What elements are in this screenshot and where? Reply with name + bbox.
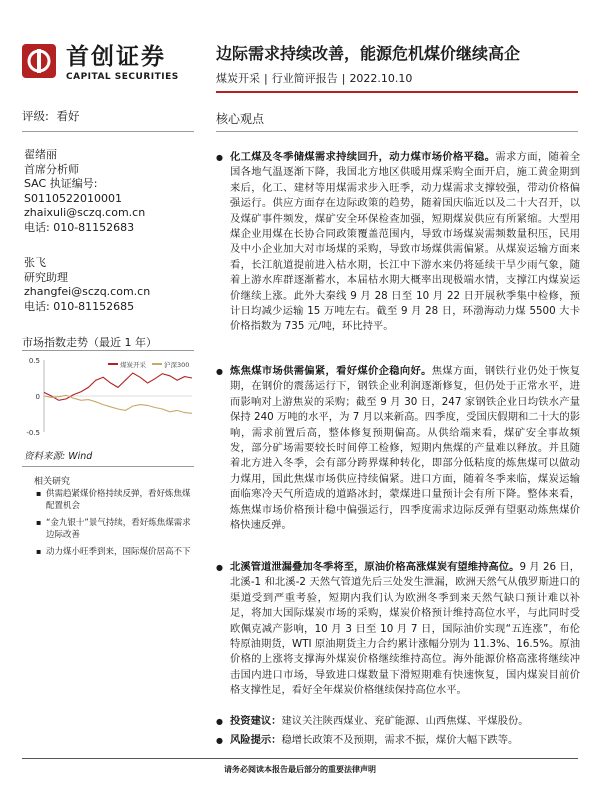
chart-divider: [22, 350, 194, 351]
analyst-phone: 电话: 010-81152685: [24, 299, 135, 313]
market-index-chart: [20, 352, 196, 444]
series-line: [44, 395, 192, 413]
rating-label: 评级:: [22, 109, 49, 123]
company-logo: [22, 44, 202, 84]
core-point-lead: 化工煤及冬季储煤需求持续回升，动力煤市场价格平稳。: [230, 151, 496, 163]
analyst-title: 研究助理: [24, 270, 68, 284]
core-point: [214, 560, 580, 712]
analyst-title: 首席分析师: [24, 162, 79, 176]
analyst-name: 翟绪丽: [24, 148, 57, 161]
y-tick-label: 0.5: [28, 357, 40, 365]
core-point-lead: 投资建议：: [230, 715, 282, 727]
core-point-body: 建议关注陕西煤业、兖矿能源、山西焦煤、平煤股份。: [281, 715, 529, 727]
related-research-item[interactable]: ▪ 供需趋紧煤价格持续反弹，看好炼焦煤配置机会: [36, 488, 196, 512]
core-point-lead: 风险提示：: [230, 734, 282, 746]
investment-advice: [214, 714, 580, 731]
related-research-list: [36, 488, 196, 563]
analyst-phone: 电话: 010-81152683: [24, 220, 135, 234]
related-research-item[interactable]: ▪ 动力煤小旺季到来，国际煤价居高不下: [36, 546, 196, 558]
core-point: [214, 364, 580, 546]
analyst-card: [24, 256, 150, 314]
analyst-email[interactable]: zhangfei@sczq.com.cn: [24, 285, 151, 299]
chart-title: 市场指数走势（最近 1 年）: [22, 336, 157, 349]
report-date: 2022.10.10: [349, 72, 413, 85]
footer-disclaimer: 请务必阅读本报告最后部分的重要法律声明: [224, 765, 376, 774]
rating-value: 看好: [56, 109, 80, 123]
core-views-heading: 核心观点: [216, 112, 265, 126]
core-point-body: 需求方面，随着全国各地气温逐渐下降，我国北方地区供暖用煤采购全面开启，施工黄金期到来后，化工、建材等用煤需求步入旺季，动力煤需求支撑较强，带动价格偏强运行。供应方面存在边际政策的趋势，随着国庆临近以及二十大召开，以及煤矿事件频发，煤矿安全环保检查加强，短期煤炭供应有所紧缩。大型用煤企业用煤在长协合同政策覆盖范围内，导致市场煤炭需频数量积压，民用及中小企业加大对市场煤的采购，导致市场煤供需偏紧。从煤炭运输方面来看，长江航道提前进入枯水期，长江中下游水来仍将延续干旱少雨气象，随着上游水库群逐渐蓄水，本届枯水期大概率出现极端水情，支撑江内煤炭运价继续上涨。此外大秦线 9 月 28 日至 10 月 22 日开展秋季集中检修，预计日均减少运输 15 万吨左右。截至 9 月 28 日，环渤海动力煤 5500 大卡价格指数为 735 元/吨，环比持平。: [230, 151, 581, 333]
core-point-lead: 炼焦煤市场供需偏紧，看好煤价企稳向好。: [230, 365, 432, 377]
y-tick-label: 0: [35, 393, 40, 401]
core-point-body: 稳增长政策不及预期，需求不振，煤价大幅下跌等。: [281, 734, 519, 746]
risk-warning: [214, 733, 580, 750]
core-point: [214, 150, 580, 362]
footer-divider: [22, 758, 578, 759]
y-tick-label: -0.5: [26, 429, 40, 437]
logo-mark-icon: [22, 44, 56, 78]
core-point-body: 焦煤方面，钢铁行业仍处于恢复期，在钢价的震荡运行下，钢铁企业利润逐渐修复，但仍处于正常水平，进而影响对上游焦炭的采购；截至 9 月 30 日，247 家钢铁企业日均铁水产量保持 240 万吨的水平，为 7 月以来新高。四季度，受国庆假期和二十大的影响，需求前置后高，整体修复预期偏高。从供给端来看，煤矿安全事故频发，部分矿场需要较长时间停工检修，短期内焦煤的产量难以释放。并且随着北方进入冬季，会有部分跨界煤种转化，即部分低粘度的炼焦煤可以做动力煤用，国此焦煤市场供应持续偏紧。进口方面，随着冬季来临，煤炭运输面临寒冷天气所造成的道路冰封，蒙煤进口量预计会有所下降。整体来看，炼焦煤市场价格预计稳中偏强运行，四季度需求边际反弹有望驱动炼焦煤价格快速反弹。: [230, 365, 581, 532]
core-point-body: 9 月 26 日，北溪-1 和北溪-2 天然气管道先后三处发生泄漏，欧洲天然气从俄罗斯进口的渠道受到严重考验，短期内我们认为欧洲冬季到来天然气缺口预计难以补足，将加大国际煤炭市场的采购，煤炭价格预计维持高位水平，与此同时受欧佩克减产影响，10 月 3 日至 10 月 7 日，国际油价实现“五连涨”，布伦特原油期货，WTI 原油期货主力合约累计涨幅分别为 11.3%、16.5%。原油价格的上涨将支撑海外煤炭价格继续维持高位。海外能源价格高涨将继续冲击国内进口市场，导致进口煤数量下滑短期难有快速恢复，国内煤炭目前价格支撑性足，看好全年煤炭价格继续保持高位水平。: [230, 561, 580, 697]
chart-source: 资料来源: Wind: [24, 451, 93, 462]
report-subtitle: 煤炭开采 | 行业简评报告 | 2022.10.10: [216, 72, 413, 85]
legend-label: 煤炭开采: [120, 361, 146, 369]
core-point-lead: 北溪管道泄漏叠加冬季将至，原油价格高涨煤炭有望维持高位。: [230, 561, 520, 573]
analyst-cert-number: S0110522010001: [24, 191, 122, 205]
related-research-title: 相关研究: [34, 477, 71, 487]
logo-text-en: CAPITAL SECURITIES: [66, 72, 179, 82]
chart-divider: [22, 466, 194, 467]
legend-label: 沪深300: [164, 361, 190, 369]
rating: [22, 108, 194, 128]
header-divider: [216, 91, 578, 93]
analyst-name: 张飞: [24, 256, 46, 269]
related-research-item[interactable]: ▪ “金九银十”景气持续，看好炼焦煤需求边际改善: [36, 517, 196, 541]
analyst-card: [24, 148, 145, 236]
analyst-cert-label: SAC 执证编号:: [24, 177, 98, 191]
rating-divider: [22, 131, 194, 132]
report-type: 行业简评报告: [271, 72, 338, 85]
core-views: [214, 150, 580, 750]
logo-text-cn: 首创证券: [66, 44, 166, 70]
industry-label: 煤炭开采: [216, 72, 260, 85]
market-index-chart-svg: [20, 352, 196, 444]
core-divider: [216, 131, 578, 132]
report-title: 边际需求持续改善，能源危机煤价继续高企: [216, 44, 521, 63]
analyst-email[interactable]: zhaixuli@sczq.com.cn: [24, 206, 146, 220]
